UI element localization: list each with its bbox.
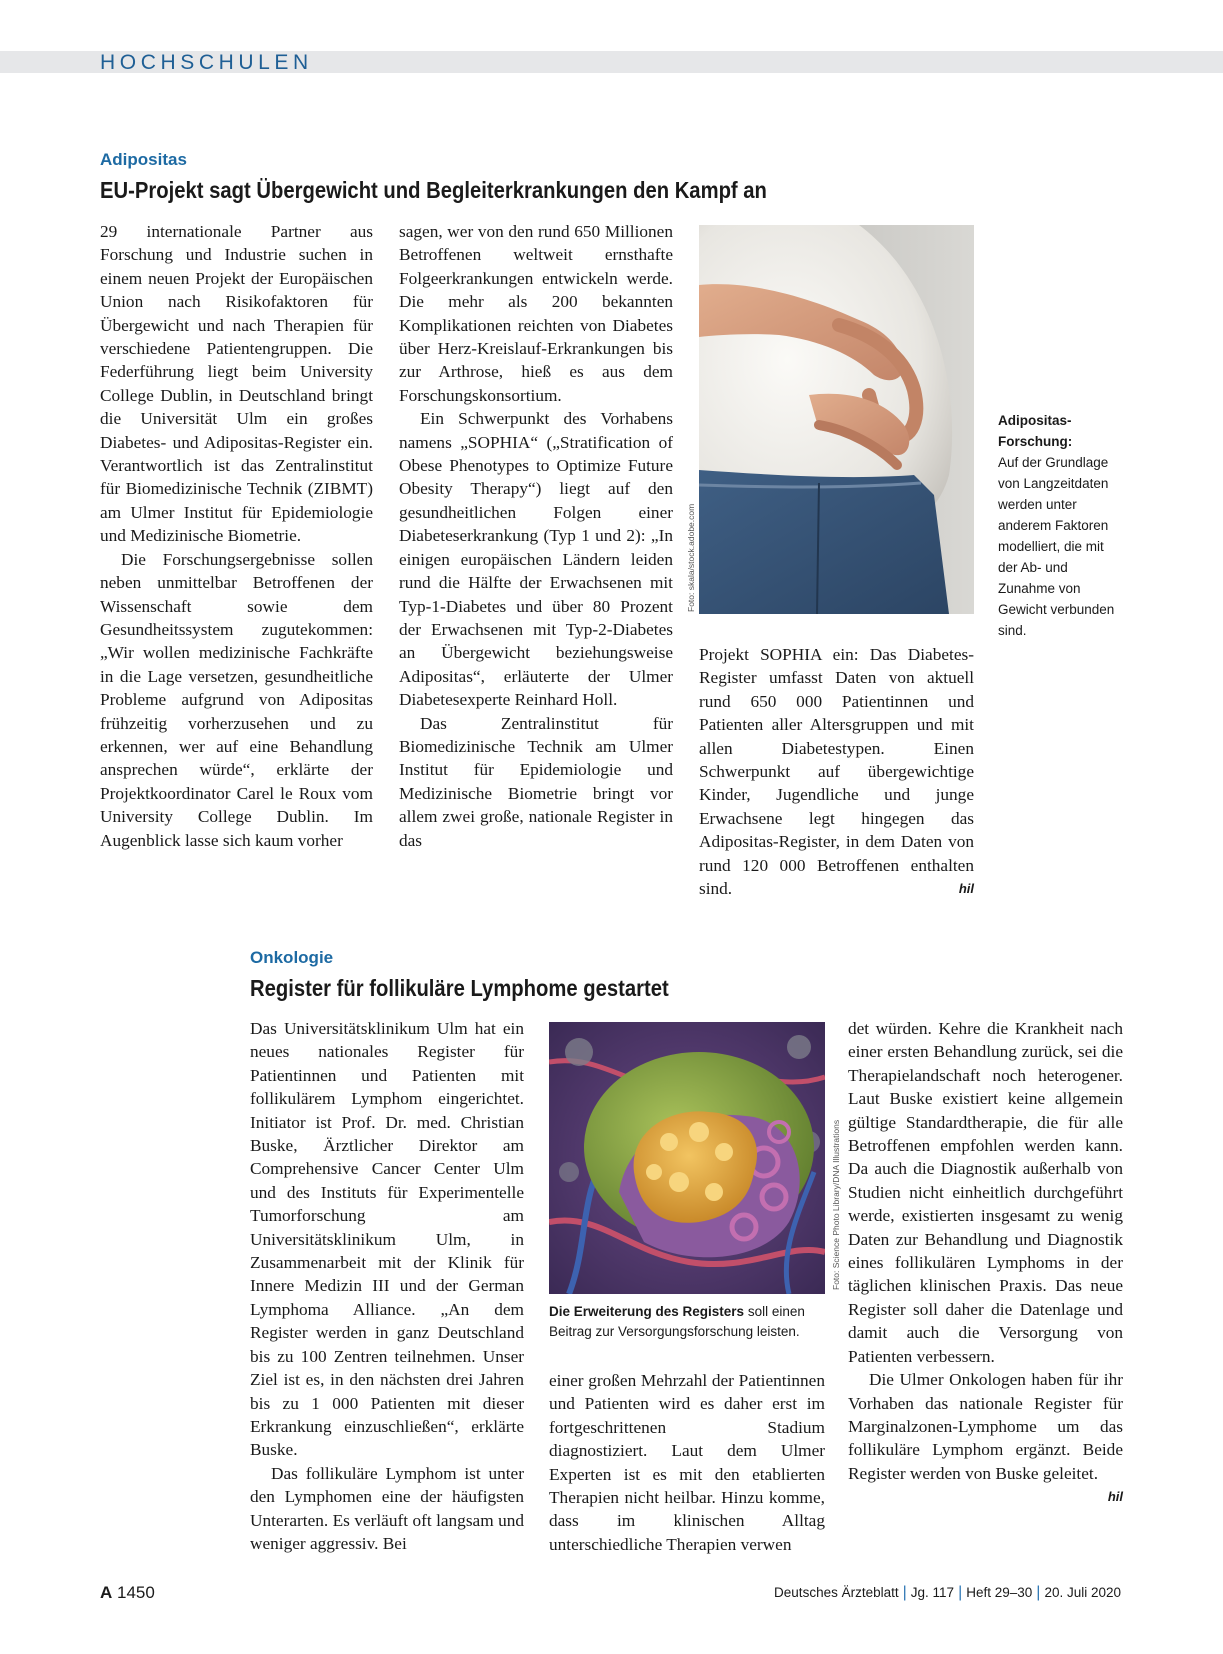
article2-caption-title: Die Erweiterung des Registers [549,1304,745,1319]
article1-photo-credit: Foto: skala/stock.adobe.com [686,503,696,612]
section-header-title: HOCHSCHULEN [100,51,313,74]
article1-photo-caption [998,410,1123,641]
article2-col1-paragraph-1: Das Universitätsklinikum Ulm hat ein neues nationales Register für Patientinnen und Patienten mit follikulärem Lymphom eingerichtet. Initiator ist Prof. Dr. med. Christian Buske, Ärztlicher Direktor am Comprehensive Cancer Center Ulm und des Instituts für Experimentelle Tumorforschung am Universitätsklinikum Ulm, in Zusammenarbeit mit der Klinik für Innere Medizin III und der German Lymphoma Alliance. „An dem Register werden in ganz Deutschland bis zu 100 Zentren teilnehmen. Unser Ziel ist es, in den nächsten drei Jahren bis zu 1 000 Patienten mit dieser Erkrankung einzuschließen“, erklärte Buske. [250,1019,524,1460]
article1-caption-text: Auf der Grundlage von Langzeitdaten werden unter anderem Faktoren modelliert, die mit der Ab- und Zunahme von Gewicht verbunden sind. [998,455,1115,638]
article2-col3-paragraph-2: Die Ulmer Onkologen haben für ihr Vorhaben das nationale Register für Marginalzonen-Lymphome um das follikuläre Lymphom ergänzt. Beide Register werden von Buske geleitet. [848,1370,1123,1483]
article2-column-1 [250,1017,524,1555]
article2-column-3 [848,1017,1123,1509]
article2-headline: Register für follikuläre Lymphome gestartet [250,975,669,1001]
footer-journal: Deutsches Ärzteblatt [774,1585,899,1600]
article1-signature: hil [958,881,974,897]
page-prefix: A [100,1583,113,1602]
article2-column-2 [549,1369,825,1556]
obesity-photo [699,225,974,614]
article1-col2-paragraph-3: Das Zentralinstitut für Biomedizinische Technik am Ulmer Institut für Epidemiologie und Medizinische Biometrie bringt vor allem zwei große, nationale Register in das [399,713,673,850]
journal-footer: Deutsches Ärzteblatt | Jg. 117 | Heft 29–30 | 20. Juli 2020 [774,1584,1121,1601]
footer-volume: Jg. 117 [910,1585,955,1600]
article1-col2-paragraph-2: Ein Schwerpunkt des Vorhabens namens „SOPHIA“ („Stratification of Obese Phenotypes to Optimize Future Obesity Therapy“) liegt auf den gesundheitlichen Folgen einer Diabeteserkrankung (Typ 1 und 2): „In einigen europäischen Ländern leiden rund die Hälfte der Erwachsenen mit Typ-1-Diabetes und über 80 Prozent der Erwachsenen mit Typ-2-Diabetes an Übergewicht beziehungsweise Adipositas“, erläuterte der Ulmer Diabetesexperte Reinhard Holl. [399,409,673,710]
article1-col1-paragraph-2: Die Forschungsergebnisse sollen neben unmittelbar Betroffenen der Wissenschaft sowie dem Gesundheitssystem zugutekommen: „Wir wollen medizinische Fachkräfte in die Lage versetzen, gesundheitliche Probleme aufgrund von Adipositas frühzeitig vorherzusehen und zu erkennen, wer auf eine Behandlung ansprechen würde“, erklärte der Projektkoordinator Carel le Roux vom University College Dublin. Im Augenblick lasse sich kaum vorher [100,549,373,850]
article1-column-2 [399,220,673,852]
article2-image-caption [549,1302,825,1342]
article2-col1-paragraph-2: Das follikuläre Lymphom ist unter den Lymphomen eine der häufigsten Unterarten. Es verläuft oft langsam und weniger aggressiv. Bei [250,1463,524,1553]
article1-column-1 [100,220,373,852]
footer-issue: Heft 29–30 [966,1585,1033,1600]
article1-column-3 [699,643,974,900]
article1-col2-paragraph-1: sagen, wer von den rund 650 Millionen Betroffenen weltweit ernsthafte Folgeerkrankungen entwickeln werde. Die mehr als 200 bekannten Komplikationen reichten von Diabetes über Herz-Kreislauf-Erkrankungen bis zur Arthrose, hieß es aus dem Forschungskonsortium. [399,222,673,405]
page-number [100,1583,155,1603]
article2-kicker: Onkologie [250,948,334,967]
article2-photo-credit: Foto: Science Photo Library/DNA Illustrations [831,1119,841,1290]
article1-headline: EU-Projekt sagt Übergewicht und Begleiterkrankungen den Kampf an [100,177,767,203]
lymphoma-illustration [549,1022,825,1294]
article1-caption-title: Adipositas-Forschung: [998,413,1073,449]
article2-col3-paragraph-1: det würden. Kehre die Krankheit nach einer ersten Behandlung zurück, sei die Therapielandschaft noch heterogener. Laut Buske existiert keine allgemein gültige Standardtherapie, die für alle Betroffenen empfohlen werden kann. Da auch die Diagnostik außerhalb von Studien nicht einheitlich durchgeführt werde, existierten insgesamt zu wenig Daten zur Behandlung und Diagnostik eines follikulären Lymphoms in der täglichen klinischen Praxis. Das neue Register soll daher die Datenlage und damit auch die Versorgung von Patienten verbessern. [848,1019,1123,1366]
footer-date: 20. Juli 2020 [1044,1585,1121,1600]
article2-signature: hil [1107,1489,1123,1505]
article2-col2-paragraph: einer großen Mehrzahl der Patientinnen und Patienten wird es daher erst im fortgeschrittenen Stadium diagnostiziert. Laut dem Ulmer Experten ist es mit den etablierten Therapien nicht heilbar. Hinzu komme, dass im klinischen Alltag unterschiedliche Therapien verwen [549,1371,825,1554]
article1-kicker: Adipositas [100,150,187,169]
article2-caption-text: soll einen Beitrag zur Versorgungsforschung leisten. [549,1304,805,1339]
page-number-value: 1450 [117,1583,155,1602]
article1-col3-paragraph: Projekt SOPHIA ein: Das Diabetes-Register umfasst Daten von aktuell rund 650 000 Patientinnen und Patienten aller Altersgruppen und mit allen Diabetestypen. Einen Schwerpunkt auf übergewichtige Kinder, Jugendliche und junge Erwachsene legt hingegen das Adipositas-Register, in dem Daten von rund 120 000 Betroffenen enthalten sind. [699,645,974,899]
article1-col1-paragraph-1: 29 internationale Partner aus Forschung und Industrie suchen in einem neuen Projekt der Europäischen Union nach Risikofaktoren für Übergewicht und nach Therapien für verschiedene Patientengruppen. Die Federführung liegt beim University College Dublin, in Deutschland bringt die Universität Ulm ein großes Diabetes- und Adipositas-Register ein. Verantwortlich ist das Zentralinstitut für Biomedizinische Technik (ZIBMT) am Ulmer Institut für Epidemiologie und Medizinische Biometrie. [100,222,373,546]
